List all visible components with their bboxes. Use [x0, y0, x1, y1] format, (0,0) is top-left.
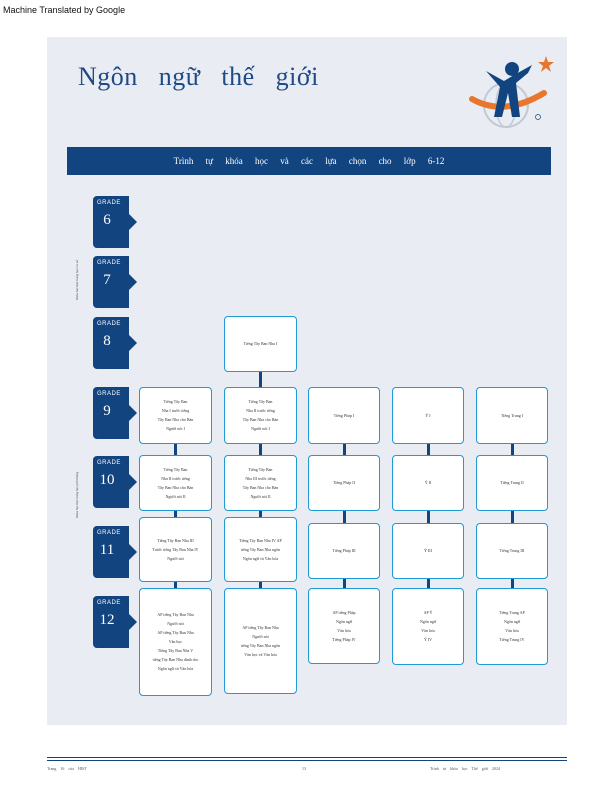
grade-number: 10: [99, 472, 115, 488]
connector-line: [427, 578, 430, 588]
course-card: [224, 455, 297, 511]
grade-10-badge: [93, 456, 129, 508]
connector-line: [174, 510, 177, 517]
course-line: Ý III: [424, 548, 432, 553]
grade-9-badge: [93, 387, 129, 439]
course-line: Tiếng Trung II: [500, 480, 524, 485]
course-line: Ngôn ngữ và Văn hóa: [242, 555, 279, 561]
course-card: [224, 387, 297, 444]
course-line: Ngôn ngữ: [503, 619, 521, 624]
course-card: [224, 517, 297, 582]
course-line: AP Ý: [423, 610, 433, 615]
middle-school-label: Khóa học bậc trung học cơ sở: [75, 259, 79, 300]
footer-left: Trang 16 của HIST: [47, 766, 87, 771]
logo-icon: [466, 47, 558, 139]
connector-line: [343, 443, 346, 455]
course-line: Tiếng Tây Ban: [248, 466, 273, 472]
course-card: [308, 523, 380, 579]
connector-line: [427, 443, 430, 455]
grade-word: GRADE: [97, 200, 121, 206]
course-line: Tiếng Trung I: [500, 412, 524, 418]
course-line: Người nói II: [165, 493, 186, 499]
course-line: Người nói: [167, 621, 184, 626]
connector-line: [174, 443, 177, 455]
course-line: Người nói: [167, 555, 184, 561]
course-line: Ý IV: [423, 637, 433, 642]
course-line: Ngôn ngữ: [419, 619, 437, 624]
course-line: tiếng Tây Ban Nha ngôn: [240, 642, 281, 648]
footer-divider: [47, 760, 567, 761]
grade-11-badge: [93, 526, 129, 578]
course-card: [476, 455, 548, 511]
course-line: Ý I: [425, 412, 431, 418]
course-line: Tiếng Tây Ban: [163, 399, 188, 404]
course-card: [476, 387, 548, 444]
course-card: [139, 387, 212, 444]
grade-word: GRADE: [97, 600, 121, 606]
course-line: tiếng Tây Ban Nha dành cho: [152, 657, 199, 662]
course-line: Tiếng Trung AP: [499, 610, 525, 615]
grade-word: GRADE: [97, 321, 121, 327]
course-card: [392, 523, 464, 579]
course-card: [308, 588, 380, 664]
course-card: [308, 455, 380, 511]
course-line: tiếng Tây Ban Nha ngôn: [240, 546, 281, 552]
connector-line: [259, 443, 262, 455]
grade-number: 7: [103, 272, 111, 288]
course-card: [308, 387, 380, 444]
footer-divider: [47, 757, 567, 758]
page-title: Ngôn ngữ thế giới: [78, 62, 319, 91]
grade-number: 6: [103, 212, 111, 228]
course-line: Ý II: [424, 480, 432, 485]
course-line: Tiếng Pháp IV: [332, 636, 356, 642]
course-line: AP tiếng Tây Ban Nha: [157, 630, 194, 635]
grade-word: GRADE: [97, 530, 121, 536]
grade-7-badge: [93, 256, 129, 308]
course-line: Nha III trước tiếng: [245, 475, 276, 481]
course-line: Tây Ban Nha cho Bản: [242, 417, 279, 422]
grade-6-badge: [93, 196, 129, 248]
course-card: [476, 523, 548, 579]
course-line: Tiếng Tây Ban Nha V: [157, 648, 194, 653]
connector-line: [427, 510, 430, 523]
connector-line: [511, 510, 514, 523]
course-card: [139, 588, 212, 696]
course-line: Nha I trước tiếng: [161, 408, 190, 413]
footer-page-number: 13: [302, 766, 306, 771]
course-line: Văn hóa: [421, 628, 435, 633]
grade-word: GRADE: [97, 460, 121, 466]
course-card: [224, 316, 297, 372]
course-card: [139, 517, 212, 582]
course-line: Tiếng Pháp III: [332, 548, 356, 553]
course-card: [392, 455, 464, 511]
course-line: Ngôn ngữ: [335, 618, 353, 624]
course-line: Tiếng Tây Ban Nha I: [243, 341, 278, 346]
course-line: AP tiếng Tây Ban Nha: [157, 612, 194, 617]
connector-line: [259, 371, 262, 387]
course-card: [392, 588, 464, 665]
course-card: [392, 387, 464, 444]
course-line: Người nói I: [166, 426, 185, 431]
course-line: Tiếng Tây Ban Nha III: [157, 537, 194, 543]
course-line: Tiếng Pháp I: [333, 412, 355, 418]
course-sequence-banner: Trình tự khóa học và các lựa chọn cho lớp 6-12: [67, 147, 551, 175]
grade-8-badge: [93, 317, 129, 369]
course-line: Nha II trước tiếng: [246, 408, 275, 413]
connector-line: [343, 510, 346, 523]
course-line: Tiếng Trung IV: [499, 637, 525, 642]
connector-line: [511, 578, 514, 588]
course-line: AP tiếng Pháp: [332, 609, 356, 615]
course-line: Người nói I: [251, 426, 270, 431]
grade-word: GRADE: [97, 260, 121, 266]
connector-line: [511, 443, 514, 455]
course-line: Văn học: [168, 639, 183, 644]
grade-12-badge: [93, 596, 129, 648]
course-line: Ngôn ngữ và Văn hóa: [157, 666, 194, 671]
grade-number: 8: [103, 333, 111, 349]
course-line: Tiếng Trung III: [499, 548, 525, 553]
connector-line: [343, 578, 346, 588]
grade-number: 11: [99, 542, 115, 558]
course-line: Tiếng Tây Ban: [163, 466, 188, 472]
course-line: AP tiếng Tây Ban Nha: [242, 624, 279, 630]
course-line: Tây Ban Nha cho Bản: [242, 484, 279, 490]
course-line: Trước tiếng Tây Ban Nha IV: [152, 546, 199, 552]
course-card: [224, 588, 297, 694]
course-line: Văn hóa: [505, 628, 519, 633]
course-card: [476, 588, 548, 665]
connector-line: [259, 510, 262, 517]
watermark-text: Machine Translated by Google: [3, 5, 126, 15]
grade-number: 12: [99, 612, 115, 628]
grade-word: GRADE: [97, 391, 121, 397]
course-line: Tây Ban Nha cho Bản: [157, 484, 194, 490]
course-card: [139, 455, 212, 511]
course-line: Văn học và Văn hóa: [244, 651, 277, 657]
course-line: Tiếng Pháp II: [333, 480, 355, 485]
grade-number: 9: [103, 403, 111, 419]
course-line: Nha II trước tiếng: [161, 475, 190, 481]
course-line: Tiếng Tây Ban Nha IV AP: [239, 537, 282, 543]
high-school-label: Khóa học bậc trung học phổ thông: [75, 472, 79, 518]
footer-right: Trình tự khóa học Thế giới 2024: [430, 766, 501, 771]
course-line: Người nói II: [250, 493, 271, 499]
course-line: Tiếng Tây Ban: [248, 399, 273, 404]
course-line: Văn hóa: [337, 627, 351, 633]
course-line: Tây Ban Nha cho Bản: [157, 417, 194, 422]
course-line: Người nói: [252, 633, 269, 639]
